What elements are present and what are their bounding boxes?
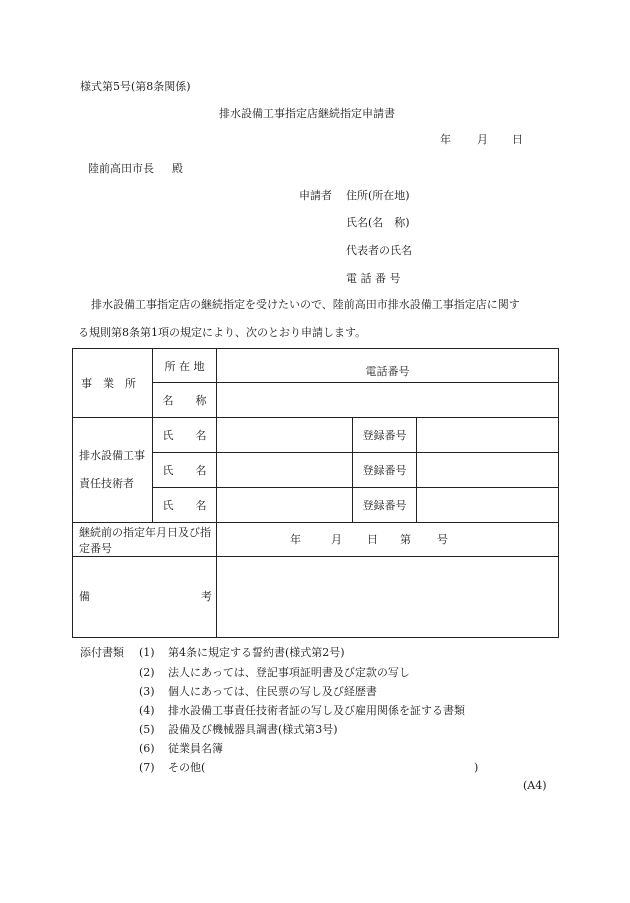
technician-name-value <box>217 418 353 453</box>
attachment-number: (5) <box>139 723 155 736</box>
office-phone-label: 電話番号 <box>217 349 559 383</box>
technician-name-label: 氏 名 <box>153 453 217 488</box>
attachment-close-paren: ) <box>474 761 479 774</box>
prior-designation-label: 継続前の指定年月日及び指定番号 <box>73 523 217 557</box>
technician-registration-label: 登録番号 <box>353 418 417 453</box>
location-label: 所 在 地 <box>153 349 217 383</box>
body-text-line-2: る規則第8条第1項の規定により、次のとおり申請します。 <box>78 326 367 339</box>
attachment-text: その他( <box>168 761 206 774</box>
attachment-text: 従業員名簿 <box>168 742 223 755</box>
technician-group-label <box>73 418 153 523</box>
form-title: 排水設備工事指定店継続指定申請書 <box>219 107 395 120</box>
office-name-value <box>217 383 559 418</box>
attachment-number: (4) <box>139 704 155 717</box>
attachment-number: (7) <box>139 761 155 774</box>
application-table <box>72 348 559 638</box>
technician-registration-label: 登録番号 <box>353 488 417 523</box>
addressee: 陸前高田市長 <box>88 162 154 175</box>
attachment-text: 個人にあっては、住民票の写し及び経歴書 <box>168 685 377 698</box>
technician-label-line-2: 責任技術者 <box>79 477 134 490</box>
attachment-number: (2) <box>139 666 155 679</box>
technician-name-label: 氏 名 <box>153 418 217 453</box>
technician-registration-label: 登録番号 <box>353 453 417 488</box>
technician-label-line-1: 排水設備工事 <box>79 449 145 462</box>
date-year-label: 年 <box>440 133 451 146</box>
prior-number-suffix: 号 <box>437 532 448 546</box>
attachment-text: 設備及び機械器具調書(様式第3号) <box>168 723 338 736</box>
prior-designation-value <box>217 523 559 557</box>
applicant-name-label: 氏名(名 称) <box>346 216 410 229</box>
prior-month-label: 月 <box>331 532 342 546</box>
applicant-address-label: 住所(所在地) <box>346 189 410 202</box>
attachments-label: 添付書類 <box>80 646 124 659</box>
technician-registration-value <box>417 488 559 523</box>
prior-number-prefix: 第 <box>400 532 411 546</box>
attachment-number: (1) <box>139 646 155 659</box>
paper-size-label: (A4) <box>523 779 547 792</box>
attachment-number: (6) <box>139 742 155 755</box>
technician-name-value <box>217 488 353 523</box>
date-month-label: 月 <box>477 133 488 146</box>
applicant-label: 申請者 <box>299 189 332 202</box>
applicant-phone-label: 電 話 番 号 <box>346 272 401 285</box>
technician-registration-value <box>417 453 559 488</box>
honorific: 殿 <box>172 162 183 175</box>
attachment-number: (3) <box>139 685 155 698</box>
attachment-text: 第4条に規定する誓約書(様式第2号) <box>168 646 345 659</box>
office-label: 事 業 所 <box>73 349 153 418</box>
remarks-value <box>217 557 559 638</box>
technician-name-label: 氏 名 <box>153 488 217 523</box>
office-name-label: 名 称 <box>153 383 217 418</box>
attachment-text: 法人にあっては、登記事項証明書及び定款の写し <box>168 666 410 679</box>
body-text-line-1: 排水設備工事指定店の継続指定を受けたいので、陸前高田市排水設備工事指定店に関す <box>91 298 520 311</box>
remarks-label-2: 考 <box>201 590 212 603</box>
applicant-representative-label: 代表者の氏名 <box>346 244 412 257</box>
attachment-text: 排水設備工事責任技術者証の写し及び雇用関係を証する書類 <box>168 704 465 717</box>
technician-registration-value <box>417 418 559 453</box>
prior-day-label: 日 <box>367 532 378 546</box>
form-number: 様式第5号(第8条関係) <box>80 80 191 93</box>
technician-name-value <box>217 453 353 488</box>
prior-year-label: 年 <box>290 532 301 546</box>
remarks-label-1: 備 <box>79 590 90 603</box>
remarks-label <box>73 557 217 638</box>
date-day-label: 日 <box>512 133 523 146</box>
